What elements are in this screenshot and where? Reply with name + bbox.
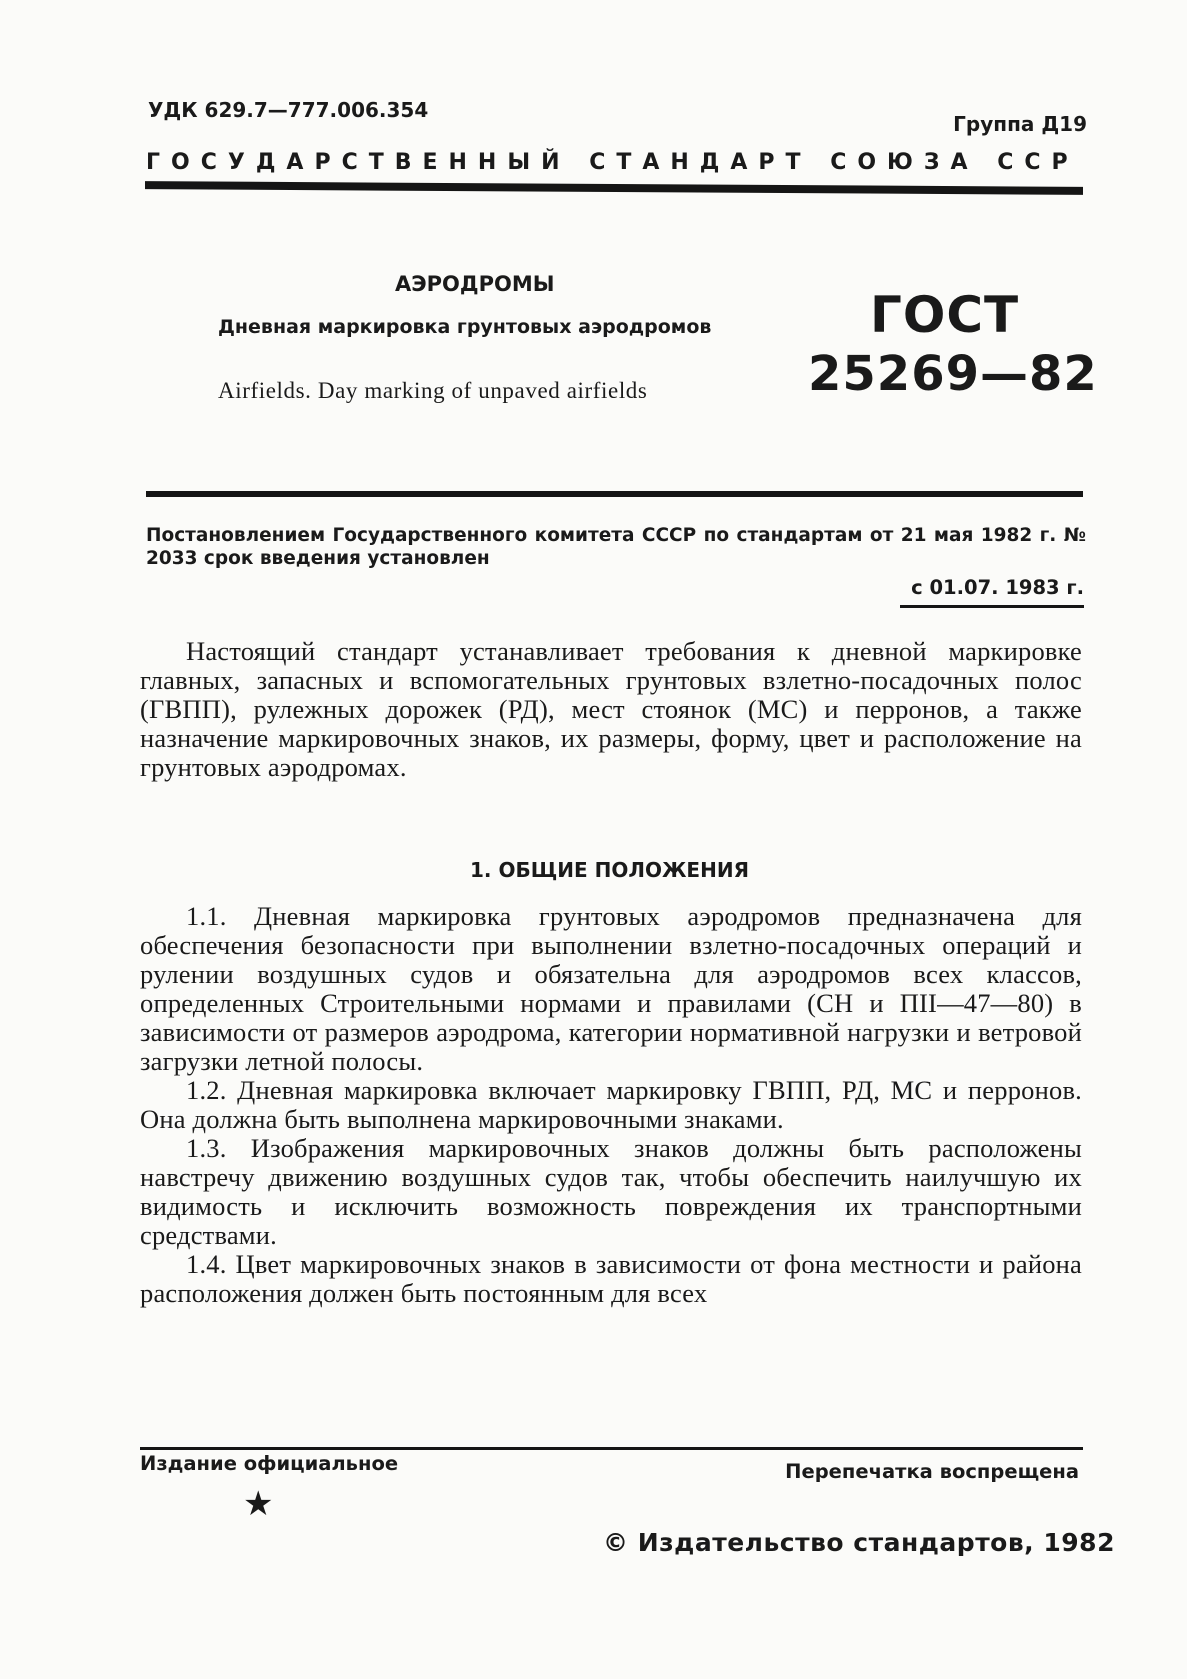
section-heading: 1. ОБЩИЕ ПОЛОЖЕНИЯ: [470, 858, 749, 882]
paragraph-1-1: 1.1. Дневная маркировка грунтовых аэродромов предназначена для обеспечения безопасности при выполнении взлетно-посадочных операций и рулении воздушных судов и обязательна для аэродромов всех классов, определенных Строительными нормами и правилами (СН и ПII—47—80) в зависимости от размеров аэродрома, категории нормативной нагрузки и ветровой загрузки летной полосы.: [140, 901, 1082, 1076]
effective-date: с 01.07. 1983 г.: [911, 576, 1084, 599]
star-icon: ★: [243, 1484, 274, 1524]
document-subtitle: Дневная маркировка грунтовых аэродромов: [218, 316, 712, 338]
intro-text: Настоящий стандарт устанавливает требования к дневной маркировке главных, запасных и вспомогательных грунтовых взлетно-посадочных полос (ГВПП), рулежных дорожек (РД), мест стоянок (МС) и перронов, а также назначение маркировочных знаков, их размеры, форму, цвет и расположение на грунтовых аэродромах.: [140, 636, 1082, 782]
footer-rule: [140, 1447, 1083, 1450]
state-standard-banner: ГОСУДАРСТВЕННЫЙ СТАНДАРТ СОЮЗА ССР: [146, 150, 1079, 175]
paragraph-1-2: 1.2. Дневная маркировка включает маркировку ГВПП, РД, МС и перронов. Она должна быть выполнена маркировочными знаками.: [140, 1075, 1082, 1134]
gost-label: ГОСТ: [870, 286, 1020, 344]
edition-note: Издание официальное: [140, 1452, 399, 1475]
english-title: Airfields. Day marking of unpaved airfields: [218, 378, 648, 403]
udk-code: УДК 629.7—777.006.354: [148, 98, 429, 122]
document-title: АЭРОДРОМЫ: [395, 272, 555, 296]
paragraph-1-4: 1.4. Цвет маркировочных знаков в зависимости от фона местности и района расположения должен быть постоянным для всех: [140, 1249, 1082, 1308]
title-rule: [146, 491, 1083, 497]
intro-paragraph: [140, 637, 1082, 782]
reprint-note: Перепечатка воспрещена: [785, 1460, 1079, 1483]
header-rule: [145, 181, 1083, 195]
date-underline: [900, 605, 1084, 608]
publisher-copyright: © Издательство стандартов, 1982: [603, 1528, 1115, 1557]
section-body: [140, 902, 1082, 1308]
paragraph-1-3: 1.3. Изображения маркировочных знаков должны быть расположены навстречу движению воздушных судов так, чтобы обеспечить наилучшую их видимость и исключить возможность повреждения их транспортными средствами.: [140, 1133, 1082, 1250]
decree-text: Постановлением Государственного комитета СССР по стандартам от 21 мая 1982 г. № 2033 срок введения установлен: [146, 525, 1086, 569]
group-code: Группа Д19: [953, 112, 1087, 136]
gost-number: 25269—82: [808, 346, 1098, 402]
